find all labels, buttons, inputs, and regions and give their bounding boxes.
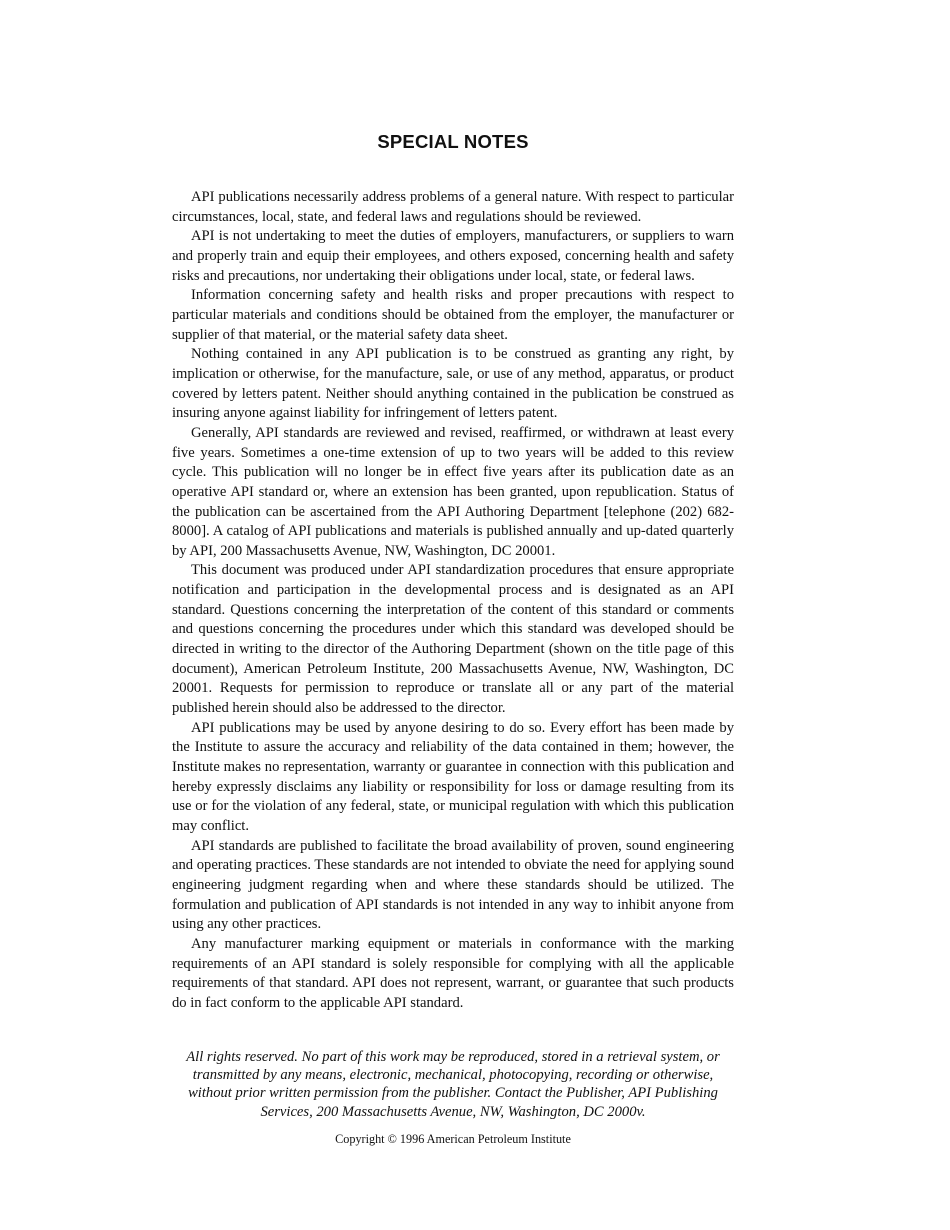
copyright-line: Copyright © 1996 American Petroleum Institute (335, 1132, 571, 1147)
paragraph-general-nature: API publications necessarily address problems of a general nature. With respect to particular circumstances, local, state, and federal laws and regulations should be reviewed. (172, 189, 734, 225)
paragraph-employer-duties: API is not undertaking to meet the duties of employers, manufacturers, or suppliers to warn and properly train and equip their employees, and others exposed, concerning health and safety risks and precautions, nor undertaking their obligations under local, state, or federal laws. (172, 228, 734, 284)
rights-notice: All rights reserved. No part of this work may be reproduced, stored in a retrieval system, or transmitted by any means, electronic, mechanical, photocopying, recording or otherwise, without prior written permission from the publisher. Contact the Publisher, API Publishing Services, 200 Massachusetts Avenue, NW, Washington, DC 2000v. (186, 1048, 720, 1120)
document-page (172, 130, 734, 1147)
paragraph-marking-requirements: Any manufacturer marking equipment or materials in conformance with the marking requirements of an API standard is solely responsible for complying with all the applicable requirements of that standard. API does not represent, warrant, or guarantee that such products do in fact conform to the applicable API standard. (172, 935, 734, 1011)
page-title: SPECIAL NOTES (377, 131, 529, 152)
paragraph-safety-information: Information concerning safety and health risks and proper precautions with respect to particular materials and conditions should be obtained from the employer, the manufacturer or supplier of that material, or the material safety data sheet. (172, 287, 734, 343)
notes-body (172, 188, 734, 1014)
paragraph-standardization-procedures: This document was produced under API standardization procedures that ensure appropriate notification and participation in the developmental process and is designated as an API standard. Questions concerning the interpretation of the content of this standard or comments and questions concerning the procedures under which this standard was developed should be directed in writing to the director of the Authoring Department (shown on the title page of this document), American Petroleum Institute, 200 Massachusetts Avenue, NW, Washington, DC 20001. Requests for permission to reproduce or translate all or any part of the material published herein should also be addressed to the director. (172, 562, 734, 717)
paragraph-liability-disclaimer: API publications may be used by anyone desiring to do so. Every effort has been made by the Institute to assure the accuracy and reliability of the data contained in them; however, the Institute makes no representation, warranty or guarantee in connection with this publication and hereby expressly disclaims any liability or responsibility for loss or damage resulting from its use or for the violation of any federal, state, or municipal regulation with which this publication may conflict. (172, 719, 734, 834)
paragraph-engineering-practices: API standards are published to facilitate the broad availability of proven, sound engineering and operating practices. These standards are not intended to obviate the need for applying sound engineering judgment regarding when and where these standards should be utilized. The formulation and publication of API standards is not intended in any way to inhibit anyone from using any other practices. (172, 837, 734, 933)
paragraph-review-cycle: Generally, API standards are reviewed and revised, reaffirmed, or withdrawn at least every five years. Sometimes a one-time extension of up to two years will be added to this review cycle. This publication will no longer be in effect five years after its publication date as an operative API standard or, where an extension has been granted, upon republication. Status of the publication can be ascertained from the API Authoring Department [telephone (202) 682-8000]. A catalog of API publications and materials is published annually and up-dated quarterly by API, 200 Massachusetts Avenue, NW, Washington, DC 20001. (172, 424, 734, 559)
paragraph-patent-rights: Nothing contained in any API publication is to be construed as granting any right, by implication or otherwise, for the manufacture, sale, or use of any method, apparatus, or product covered by letters patent. Neither should anything contained in the publication be construed as insuring anyone against liability for infringement of letters patent. (172, 346, 734, 422)
